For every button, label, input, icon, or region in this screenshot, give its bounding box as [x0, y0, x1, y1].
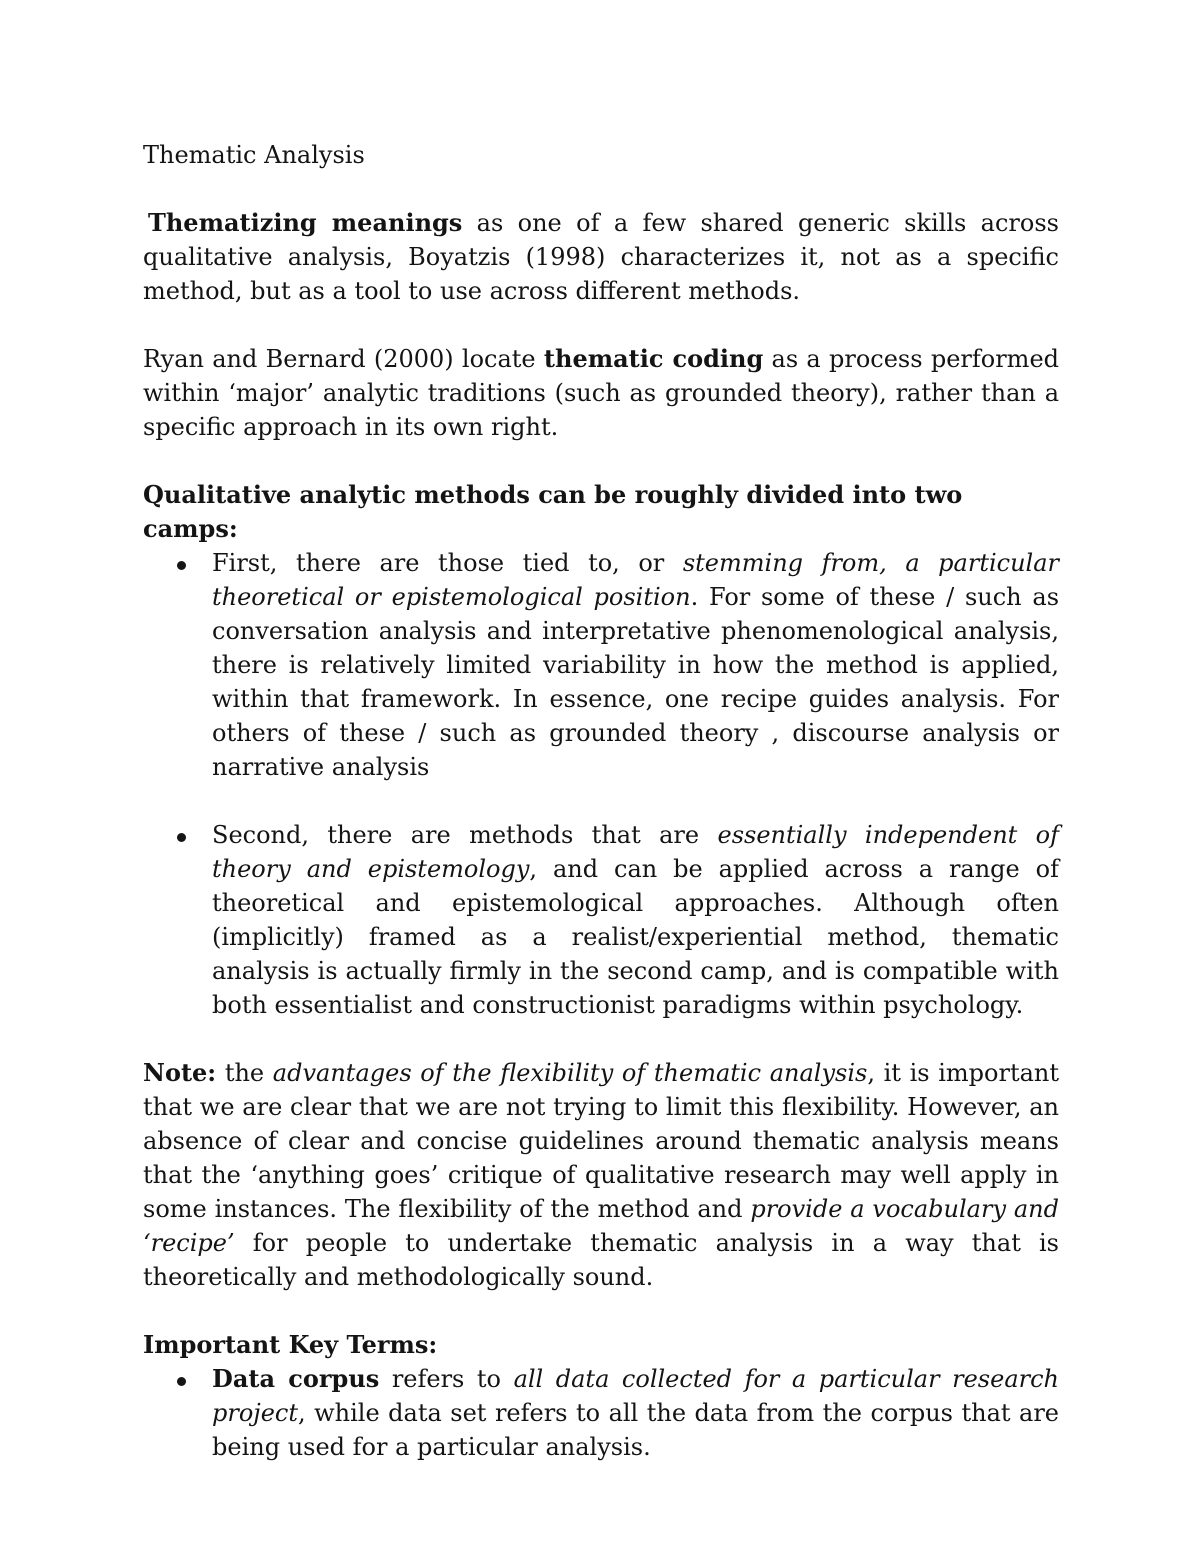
key-terms-list	[143, 1362, 1059, 1464]
document-title: Thematic Analysis	[143, 141, 365, 169]
italic-phrase: all data collected for a particular research project	[212, 1365, 1060, 1427]
section-heading-camps: Qualitative analytic methods can be roughly divided into two camps:	[143, 480, 963, 543]
bold-term-thematic-coding: thematic coding	[543, 344, 764, 373]
paragraph-text: as one of a few shared generic skills across qualitative analysis, Boyatzis (1998) characterizes it, not as a specific method, but as a tool to use across different methods.	[143, 209, 1059, 305]
bold-term-data-corpus: Data corpus	[212, 1364, 380, 1393]
spacer	[143, 1022, 1059, 1056]
document-page	[143, 138, 1059, 1464]
italic-phrase: advantages of the flexibility of thematic analysis	[272, 1059, 868, 1087]
bullet-icon	[177, 561, 186, 570]
bold-term-thematizing: Thematizing meanings	[148, 208, 463, 237]
list-item-text: , while data set refers to all the data from the corpus that are being used for a particular analysis.	[212, 1399, 1059, 1461]
list-item-text: First, there are those tied to, or	[212, 549, 683, 577]
list-item-text: . For some of these / such as conversation analysis and interpretative phenomenological analysis, there is relatively limited variability in how the method is applied, within that framework. In essence, one recipe guides analysis. For others of these / such as grounded theory , discourse analysis or narrative analysis	[212, 583, 1060, 781]
list-item	[143, 818, 1059, 1022]
list-item-text: refers to	[379, 1365, 514, 1393]
camps-list	[143, 546, 1059, 1022]
italic-phrase: stemming from, a particular theoretical or epistemological position	[212, 549, 1060, 611]
list-item	[143, 1362, 1059, 1464]
list-item-text: Second, there are methods that are	[212, 821, 718, 849]
bullet-icon	[177, 1377, 186, 1386]
paragraph-text: Ryan and Bernard (2000) locate	[143, 345, 544, 373]
bullet-icon	[177, 833, 186, 842]
note-label: Note:	[143, 1058, 217, 1087]
paragraph-thematizing	[143, 206, 1059, 308]
paragraph-note	[143, 1056, 1059, 1294]
paragraph-text: the	[216, 1059, 273, 1087]
italic-phrase: provide a vocabulary and ‘recipe’	[143, 1195, 1060, 1257]
list-item-text: , and can be applied across a range of theoretical and epistemological approaches. Although often (implicitly) framed as a realist/experiential method, thematic analysis is actually firmly in the second camp, and is compatible with both essentialist and constructionist paradigms within psychology.	[212, 855, 1059, 1019]
paragraph-text: as a process performed within ‘major’ analytic traditions (such as grounded theory), rather than a specific approach in its own right.	[143, 345, 1060, 441]
paragraph-ryan-bernard	[143, 342, 1059, 444]
list-item	[143, 546, 1059, 784]
paragraph-text: for people to undertake thematic analysis in a way that is theoretically and methodologically sound.	[143, 1229, 1059, 1291]
section-heading-key-terms: Important Key Terms:	[143, 1330, 438, 1359]
paragraph-text: , it is important that we are clear that we are not trying to limit this flexibility. However, an absence of clear and concise guidelines around thematic analysis means that the ‘anything goes’ critique of qualitative research may well apply in some instances. The flexibility of the method and	[143, 1059, 1059, 1223]
italic-phrase: essentially independent of theory and epistemology	[212, 821, 1060, 883]
